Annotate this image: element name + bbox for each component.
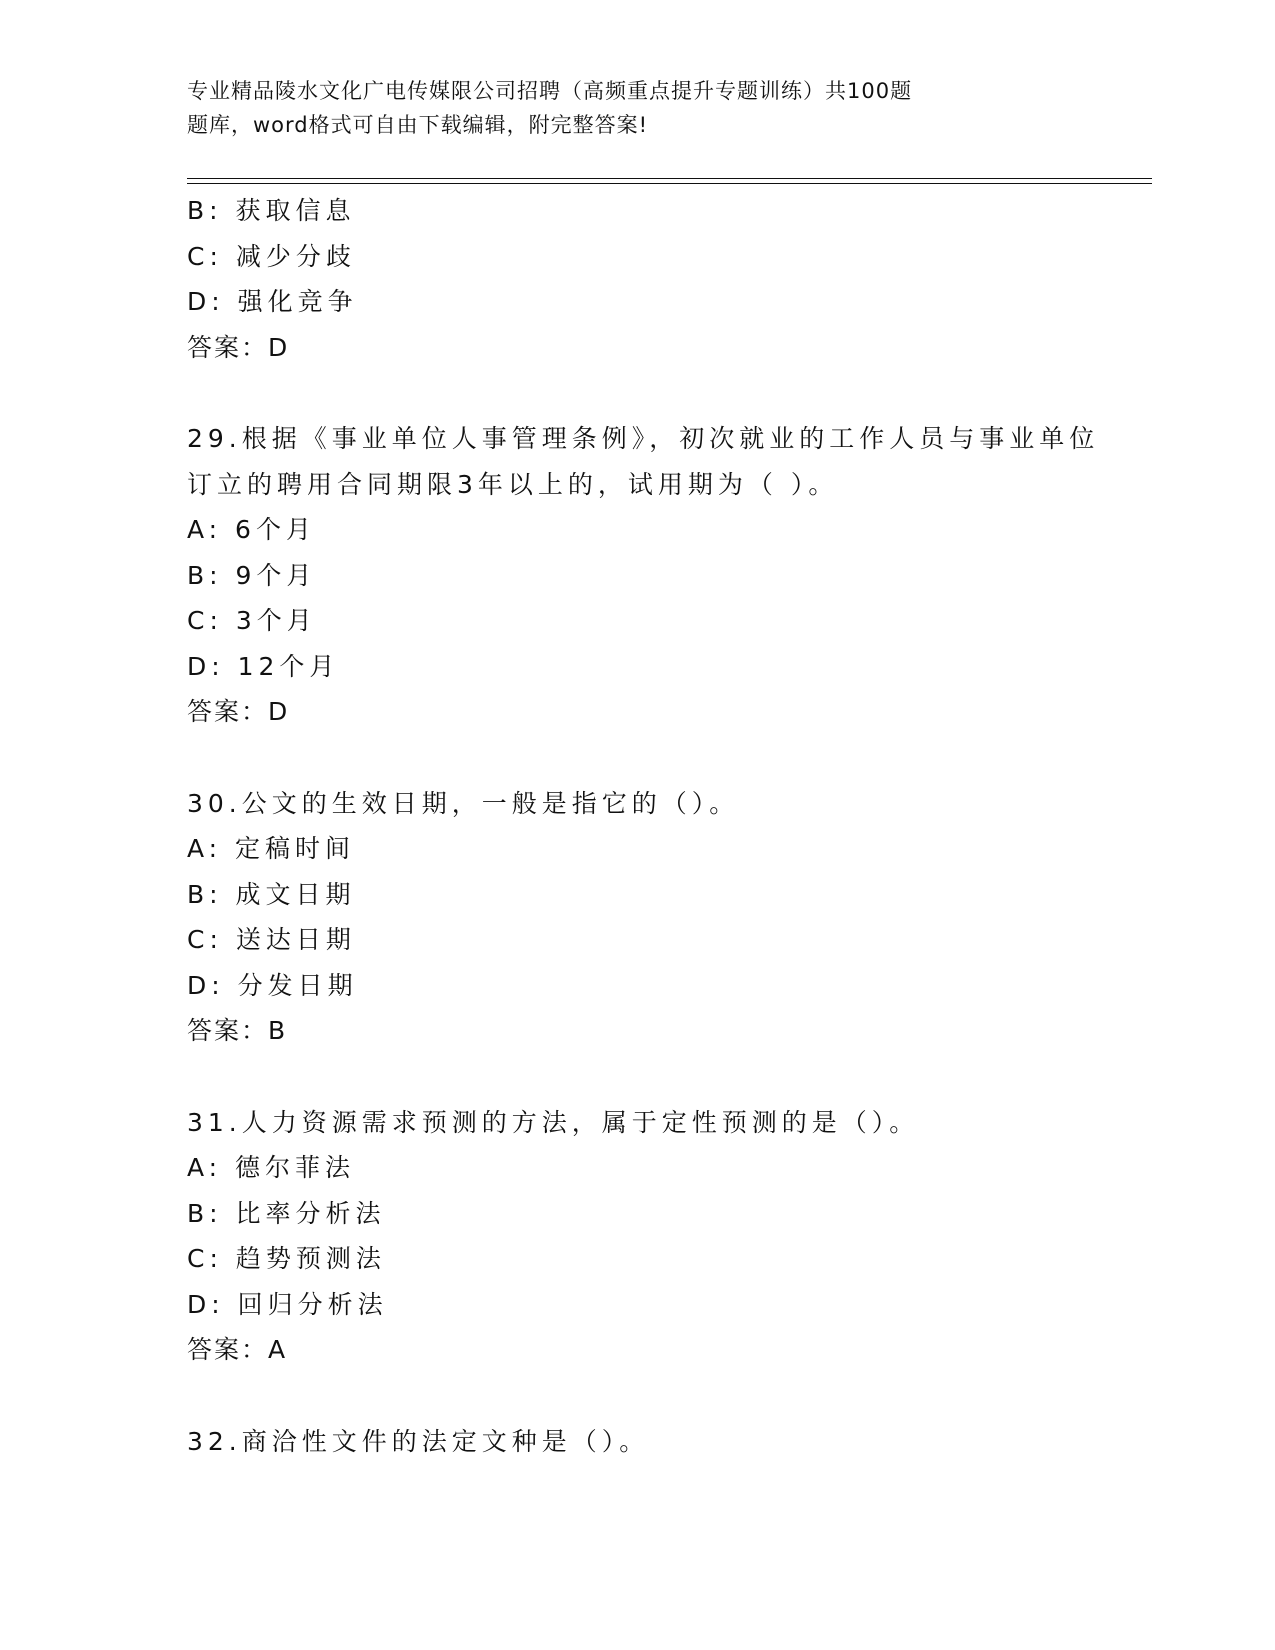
option-c: C: 减少分歧 <box>187 241 356 271</box>
question-text-line-1: 31.人力资源需求预测的方法，属于定性预测的是（）。 <box>187 1107 920 1137</box>
question-31 <box>187 1100 1107 1373</box>
option-d: D: 强化竞争 <box>187 287 358 316</box>
option-b: B: 比率分析法 <box>187 1198 386 1228</box>
option-d: D: 分发日期 <box>187 970 358 1000</box>
option-a: A: 德尔菲法 <box>187 1153 356 1182</box>
option-b: B: 9个月 <box>187 560 317 590</box>
question-spacer <box>187 370 1107 416</box>
option-b: B: 获取信息 <box>187 196 356 225</box>
answer-line: 答案：D <box>187 697 290 726</box>
option-c: C: 趋势预测法 <box>187 1244 386 1273</box>
question-30 <box>187 781 1107 1054</box>
answer-line: 答案：B <box>187 1016 288 1045</box>
header-divider-top <box>187 178 1152 179</box>
question-text-line-1: 30.公文的生效日期，一般是指它的（）。 <box>187 788 740 818</box>
question-spacer <box>187 1054 1107 1100</box>
question-list <box>187 188 1107 1464</box>
option-c: C: 送达日期 <box>187 925 356 954</box>
header-divider-bottom <box>187 183 1152 184</box>
header-title-line-1: 专业精品陵水文化广电传媒限公司招聘（高频重点提升专题训练）共100题 <box>187 79 913 103</box>
option-c: C: 3个月 <box>187 606 317 635</box>
question-text-line-1: 29.根据《事业单位人事管理条例》，初次就业的工作人员与事业单位 <box>187 424 1100 453</box>
question-29 <box>187 416 1107 735</box>
option-d: D: 回归分析法 <box>187 1289 388 1319</box>
question-text-line-1: 32.商洽性文件的法定文种是（）。 <box>187 1426 650 1456</box>
header-title-line-2: 题库，word格式可自由下载编辑，附完整答案! <box>187 113 649 137</box>
option-a: A: 定稿时间 <box>187 834 356 863</box>
question-text-line-2: 订立的聘用合同期限3年以上的，试用期为（ ）。 <box>187 469 839 499</box>
option-a: A: 6个月 <box>187 515 316 544</box>
answer-line: 答案：D <box>187 332 290 362</box>
question-32 <box>187 1419 1107 1465</box>
option-b: B: 成文日期 <box>187 879 356 909</box>
page-header <box>187 74 1037 142</box>
answer-line: 答案：A <box>187 1335 288 1364</box>
question-28 <box>187 188 1107 370</box>
option-d: D: 12个月 <box>187 651 340 681</box>
question-spacer <box>187 735 1107 781</box>
question-spacer <box>187 1373 1107 1419</box>
